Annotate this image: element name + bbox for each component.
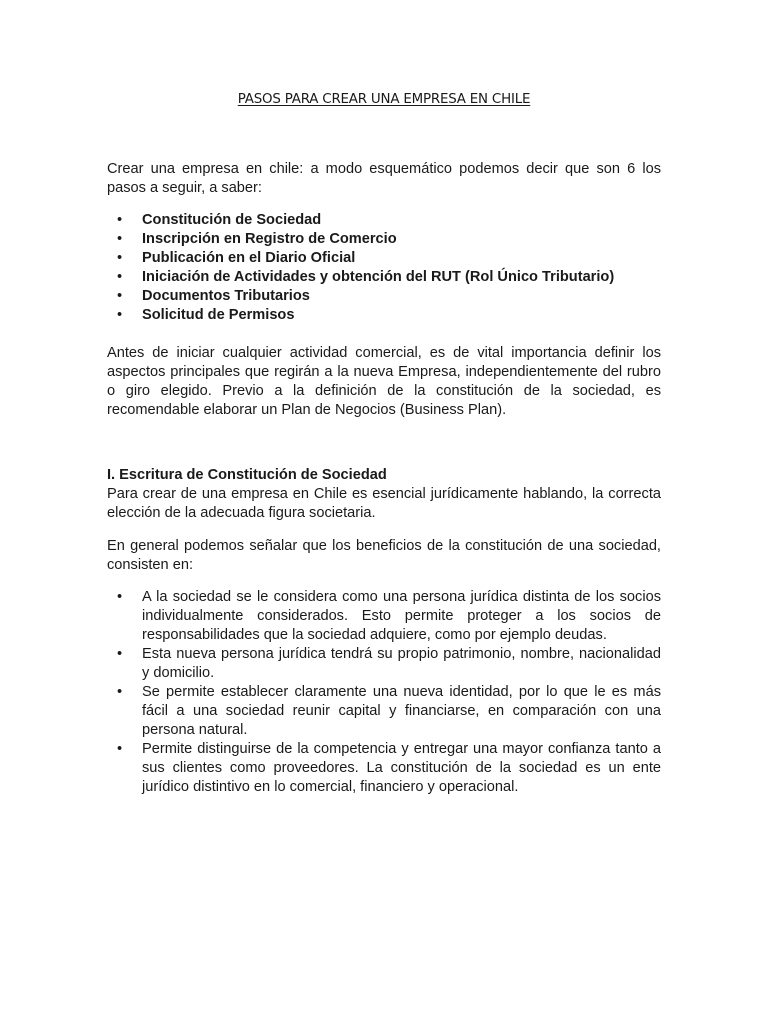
step-label: Iniciación de Actividades y obtención del RUT (Rol Único Tributario) <box>142 269 615 285</box>
list-item <box>107 249 661 268</box>
section-heading: I. Escritura de Constitución de Sociedad <box>107 467 387 483</box>
list-item <box>107 740 661 797</box>
benefit-text: Se permite establecer claramente una nueva identidad, por lo que le es más fácil a una sociedad reunir capital y financiarse, en comparación con una persona natural. <box>142 684 661 738</box>
list-item <box>107 287 661 306</box>
list-item <box>107 306 661 325</box>
list-item <box>107 211 661 230</box>
bullet-icon: • <box>117 589 123 605</box>
benefit-text: Esta nueva persona jurídica tendrá su propio patrimonio, nombre, nacionalidad y domicilio. <box>142 646 661 681</box>
step-label: Inscripción en Registro de Comercio <box>142 231 397 247</box>
step-label: Constitución de Sociedad <box>142 212 322 228</box>
bullet-icon: • <box>117 307 123 323</box>
list-item <box>107 268 661 287</box>
step-label: Documentos Tributarios <box>142 288 310 304</box>
step-label: Publicación en el Diario Oficial <box>142 250 356 266</box>
document-title <box>0 91 768 109</box>
bullet-icon: • <box>117 288 123 304</box>
context-paragraph: Antes de iniciar cualquier actividad comercial, es de vital importancia definir los aspectos principales que regirán a la nueva Empresa, independientemente del rubro o giro elegido. Previo a la definición de la constitución de la sociedad, es recomendable elaborar un Plan de Negocios (Business Plan). <box>107 345 661 418</box>
document-title-text: PASOS PARA CREAR UNA EMPRESA EN CHILE <box>237 92 531 107</box>
bullet-icon: • <box>117 250 123 266</box>
list-item <box>107 645 661 683</box>
benefits-list <box>107 588 661 797</box>
list-item <box>107 588 661 645</box>
steps-list <box>107 211 661 325</box>
list-item <box>107 683 661 740</box>
benefit-text: A la sociedad se le considera como una persona jurídica distinta de los socios individualmente considerados. Esto permite proteger a los socios de responsabilidades que la sociedad adquiere, como por ejemplo deudas. <box>142 589 661 643</box>
intro-paragraph: Crear una empresa en chile: a modo esquemático podemos decir que son 6 los pasos a seguir, a saber: <box>107 161 661 196</box>
bullet-icon: • <box>117 231 123 247</box>
bullet-icon: • <box>117 684 123 700</box>
bullet-icon: • <box>117 269 123 285</box>
bullet-icon: • <box>117 741 123 757</box>
bullet-icon: • <box>117 212 123 228</box>
section-paragraph: Para crear de una empresa en Chile es esencial jurídicamente hablando, la correcta elección de la adecuada figura societaria. <box>107 486 661 521</box>
step-label: Solicitud de Permisos <box>142 307 295 323</box>
benefits-intro-paragraph: En general podemos señalar que los beneficios de la constitución de una sociedad, consisten en: <box>107 538 661 573</box>
bullet-icon: • <box>117 646 123 662</box>
benefit-text: Permite distinguirse de la competencia y entregar una mayor confianza tanto a sus clientes como proveedores. La constitución de la sociedad es un ente jurídico distintivo en lo comercial, financiero y operacional. <box>142 741 661 795</box>
list-item <box>107 230 661 249</box>
